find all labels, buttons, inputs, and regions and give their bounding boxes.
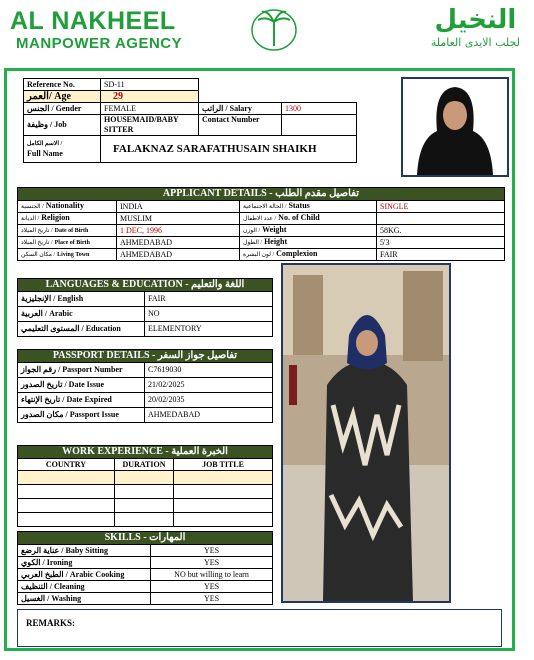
applicant-headshot-photo: [401, 77, 509, 177]
skill-row: الطبخ العربي / Arabic Cooking NO but willing to learn: [18, 569, 273, 581]
brand-subtitle: MANPOWER AGENCY: [16, 35, 183, 52]
height-value: 5'3: [377, 237, 505, 249]
skills-table: [17, 531, 273, 605]
living-town-value: AHMEDABAD: [117, 249, 240, 261]
passport-table: [17, 349, 273, 423]
col-duration: DURATION: [115, 459, 174, 471]
top-info-table: [23, 78, 357, 163]
contact-value: [282, 115, 357, 136]
work-row: [18, 485, 273, 499]
applicant-row: تاريخ الميلاد / Date of Birth 1 DEC, 1996 الوزن / Weight 58KG.: [18, 225, 505, 237]
brand-name: AL NAKHEEL: [10, 7, 176, 35]
palm-emblem-icon: [248, 6, 300, 54]
passport-row: مكان الصدور / Passport Issue AHMEDABAD: [18, 408, 273, 423]
applicant-row: الجنسية / Nationality INDIA الحالة الاجتماعية / Status SINGLE: [18, 201, 505, 213]
language-row: المستوى التعليمي / Education ELEMENTORY: [18, 322, 273, 337]
language-row: الإنجليزية / English FAIR: [18, 292, 273, 307]
passport-row: رقم الجواز / Passport Number C7619030: [18, 363, 273, 378]
age-label: العمر/ Age: [24, 91, 101, 103]
applicant-row: مكان السكن / Living Town AHMEDABAD لون البشرة / Complexion FAIR: [18, 249, 505, 261]
applicant-details-table: [17, 187, 505, 261]
col-job-title: JOB TITLE: [174, 459, 273, 471]
brand-logo-english: [10, 8, 182, 54]
remarks-label: REMARKS:: [26, 618, 75, 628]
dob-value: 1 DEC, 1996: [117, 225, 240, 237]
applicant-row: الديانة / Religion MUSLIM عدد الاطفال / No. of Child: [18, 213, 505, 225]
languages-title: LANGUAGES & EDUCATION - اللغة والتعليم: [18, 279, 273, 292]
brand-arabic-tagline: لجلب الايدى العاملة: [430, 36, 520, 49]
children-value: [377, 213, 505, 225]
weight-value: 58KG.: [377, 225, 505, 237]
birthplace-value: AHMEDABAD: [117, 237, 240, 249]
work-title: WORK EXPERIENCE - الخبرة العملية: [18, 446, 273, 459]
religion-value: MUSLIM: [117, 213, 240, 225]
passport-row: تاريخ الإنتهاء / Date Expired 20/02/2035: [18, 393, 273, 408]
salary-label: الراتب / Salary: [199, 103, 282, 115]
passport-row: تاريخ الصدور / Date Issue 21/02/2025: [18, 378, 273, 393]
ref-label: Reference No.: [24, 79, 101, 91]
fullname-label-ar: الاسم الكامل /: [27, 141, 63, 147]
skill-row: التنظيف / Cleaning YES: [18, 581, 273, 593]
fullname-value: FALAKNAZ SARAFATHUSAIN SHAIKH: [101, 136, 357, 163]
fullname-label-en: Full Name: [27, 149, 63, 158]
salary-value: 1300: [282, 103, 357, 115]
applicant-row: تاريخ الميلاد / Place of Birth AHMEDABAD الطول / Height 5'3: [18, 237, 505, 249]
languages-table: [17, 278, 273, 337]
work-row: [18, 499, 273, 513]
brand-arabic-name: النخيل: [434, 5, 517, 35]
fullname-label: [24, 136, 101, 163]
skill-row: الغسيل / Washing YES: [18, 593, 273, 605]
skill-row: الكوي / Ironing YES: [18, 557, 273, 569]
work-row: [18, 471, 273, 485]
work-experience-table: [17, 445, 273, 527]
language-row: العربية / Arabic NO: [18, 307, 273, 322]
remarks-box: [17, 609, 502, 647]
gender-value: FEMALE: [101, 103, 199, 115]
complexion-value: FAIR: [377, 249, 505, 261]
age-value: 29: [101, 91, 199, 103]
applicant-full-photo: [281, 263, 451, 603]
skill-row: عناية الرضع / Baby Sitting YES: [18, 545, 273, 557]
applicant-details-title: APPLICANT DETAILS - تفاصيل مقدم الطلب: [18, 188, 505, 201]
col-country: COUNTRY: [18, 459, 115, 471]
job-label: وظيفة / Job: [24, 115, 101, 136]
status-value: SINGLE: [377, 201, 505, 213]
nationality-value: INDIA: [117, 201, 240, 213]
ref-value: SD-11: [101, 79, 199, 91]
gender-label: الجنس / Gender: [24, 103, 101, 115]
contact-label: Contact Number: [199, 115, 282, 136]
brand-logo-arabic: [431, 4, 520, 50]
work-row: [18, 513, 273, 527]
passport-title: PASSPORT DETAILS - تفاصيل جواز السفر: [18, 350, 273, 363]
job-value: HOUSEMAID/BABY SITTER: [101, 115, 199, 136]
skills-title: SKILLS - المهارات: [18, 532, 273, 545]
